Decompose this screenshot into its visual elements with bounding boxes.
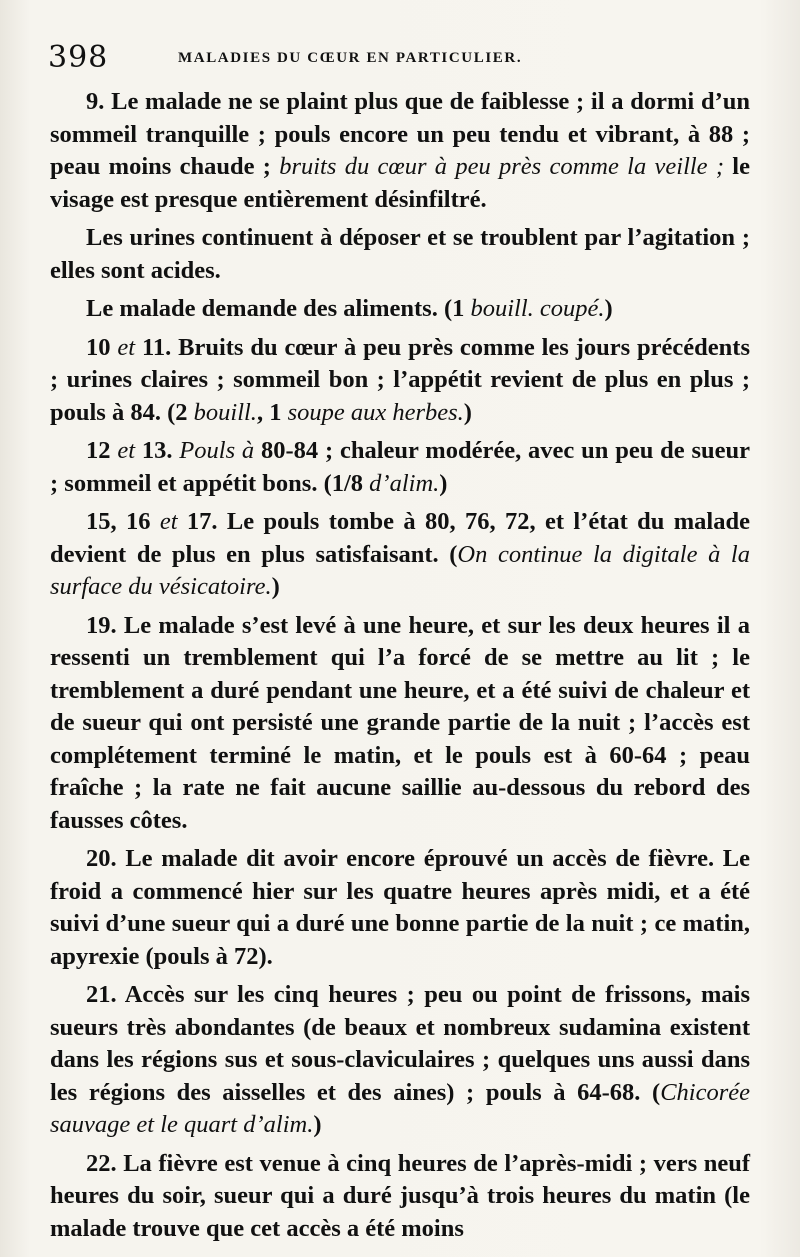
paragraph xyxy=(50,610,750,838)
text-segment: 21. Accès sur les cinq heures ; peu ou point de frissons, mais sueurs très abondantes (de beaux et nombreux sudamina existent dans les régions sus et sous-claviculaires ; quelques uns aussi dans les régions des aisselles et des aines) ; pouls à 64-68. ( xyxy=(50,981,750,1106)
page-header xyxy=(48,40,748,80)
paragraph xyxy=(50,222,750,287)
text-segment: , 1 xyxy=(256,398,288,426)
italic-text: et xyxy=(117,333,136,361)
text-segment: 9. Le malade ne se plaint plus que de faiblesse ; il a dormi d’un sommeil tranquille ; pouls encore un peu tendu et vibrant, à 88 ; peau moins chaude ; xyxy=(50,88,750,180)
text-segment: ) xyxy=(313,1111,322,1138)
text-segment: 10 xyxy=(86,333,118,361)
text-segment: 22. La fièvre est venue à cinq heures de l’après-midi ; vers neuf heures du soir, sueur qui a duré jusqu’à trois heures du matin (le malade trouve que cet accès a été moins xyxy=(50,1149,750,1242)
text-segment: 20. Le malade dit avoir encore éprouvé un accès de fièvre. Le froid a commencé hier sur les quatre heures après midi, et a été suivi d’une sueur qui a duré une bonne partie de la nuit ; ce matin, apyrexie (pouls à 72). xyxy=(50,845,750,970)
italic-text: soupe aux herbes. xyxy=(287,398,464,426)
paragraph xyxy=(50,1148,750,1246)
paragraph xyxy=(50,435,750,500)
text-segment: 15, 16 xyxy=(86,508,160,535)
italic-text: et xyxy=(117,437,136,464)
text-segment: ) xyxy=(271,573,280,600)
italic-text: bouill. xyxy=(193,398,257,426)
text-segment: ) xyxy=(604,295,613,322)
paragraph xyxy=(50,332,750,430)
italic-text: bouill. coupé. xyxy=(470,295,605,322)
text-segment: 12 xyxy=(86,437,118,464)
text-segment: Le malade demande des aliments. (1 xyxy=(86,295,471,322)
paragraph xyxy=(50,86,750,216)
paragraph xyxy=(50,506,750,604)
running-title: MALADIES DU CŒUR EN PARTICULIER. xyxy=(178,50,523,66)
italic-text: bruits du cœur à peu près comme la veille ; xyxy=(279,153,725,180)
text-segment: 13. xyxy=(135,437,180,464)
text-segment: ) xyxy=(463,398,472,426)
page-number: 398 xyxy=(48,40,109,75)
text-segment: ) xyxy=(439,469,448,497)
italic-text: Chicorée sauvage et le quart d’alim. xyxy=(50,1078,750,1138)
italic-text: d’alim. xyxy=(369,469,440,497)
text-segment: le visage est presque entièrement désinfiltré. xyxy=(50,153,750,213)
italic-text: et xyxy=(159,508,178,535)
text-segment: 80-84 ; chaleur modérée, avec un peu de sueur ; sommeil et appétit bons. (1/8 xyxy=(50,437,751,497)
paragraph xyxy=(50,979,750,1142)
paragraph xyxy=(50,293,750,326)
italic-text: Pouls à xyxy=(179,437,255,464)
text-segment: Les urines continuent à déposer et se troublent par l’agitation ; elles sont acides. xyxy=(50,224,750,284)
text-segment: 17. Le pouls tombe à 80, 76, 72, et l’état du malade devient de plus en plus satisfaisant. ( xyxy=(50,508,750,568)
text-segment: 11. Bruits du cœur à peu près comme les jours précédents ; urines claires ; sommeil bon ; l’appétit revient de plus en plus ; pouls à 84. (2 xyxy=(50,333,750,426)
text-segment: 19. Le malade s’est levé à une heure, et sur les deux heures il a ressenti un tremblement qui l’a forcé de se mettre au lit ; le tremblement a duré pendant une heure, et a été suivi de chaleur et de sueur qui ont persisté une grande partie de la nuit ; l’accès est complétement terminé le matin, et le pouls est à 60-64 ; peau fraîche ; la rate ne fait aucune saillie au-dessous du rebord des fausses côtes. xyxy=(50,611,750,834)
paragraph xyxy=(50,843,750,973)
page-body xyxy=(50,86,750,1251)
italic-text: On continue la digitale à la surface du vésicatoire. xyxy=(50,540,750,600)
